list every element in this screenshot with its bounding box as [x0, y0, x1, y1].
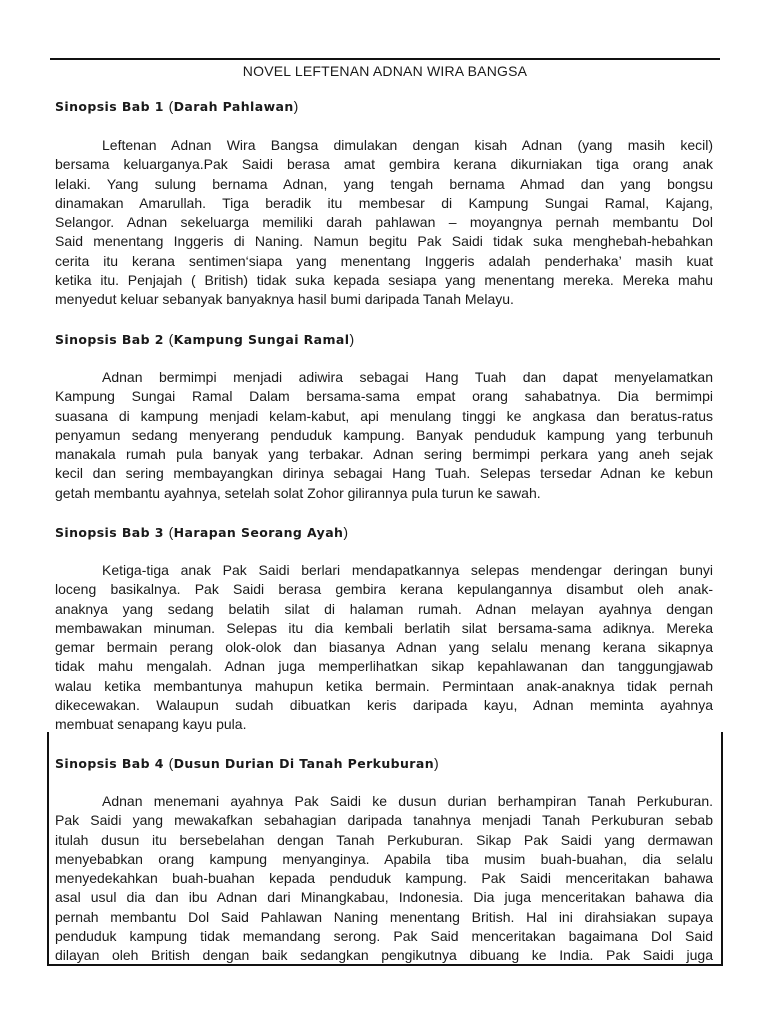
- body-line: getah membantu ayahnya, setelah solat Zohor gilirannya pula turun ke sawah.: [55, 484, 541, 501]
- body-line: penyamun sedang menyerang penduduk kampung. Banyak penduduk kampung yang terbunuh: [55, 426, 713, 443]
- body-line: pernah membantu Dol Said Pahlawan Naning menentang British. Hal ini dirahsiakan supaya: [55, 908, 713, 925]
- body-line: membuat senapang kayu pula.: [55, 716, 247, 733]
- body-line: membawakan minuman. Selepas itu dia kembali berlatih silat bersama-sama adiknya. Mereka: [55, 619, 713, 636]
- section-heading-bab-4: [55, 755, 439, 771]
- body-line: itulah dusun itu bersebelahan dengan Tanah Perkuburan. Sikap Pak Saidi yang dermawan: [55, 831, 713, 848]
- heading-open-paren: (: [168, 524, 174, 540]
- body-line: Kampung Sungai Ramal Dalam bersama-sama empat orang sahabatnya. Dia bermimpi: [55, 388, 713, 405]
- heading-open-paren: (: [168, 331, 174, 347]
- body-line: manakala rumah pula banyak yang terbakar. Adnan sering bermimpi perkara yang aneh sejak: [55, 446, 713, 463]
- body-line: penduduk kampung tidak memandang serong. Pak Said menceritakan bagaimana Dol Said: [55, 928, 713, 945]
- section-body-bab-1: [55, 136, 713, 310]
- section-body-bab-3: [55, 561, 713, 735]
- heading-close-paren: ): [343, 524, 349, 540]
- section-heading-bab-1: [55, 98, 299, 114]
- document-title: NOVEL LEFTENAN ADNAN WIRA BANGSA: [242, 63, 528, 79]
- body-line: Ketiga-tiga anak Pak Saidi berlari mendapatkannya selepas mendengar deringan bunyi: [102, 562, 713, 578]
- body-line: Pak Saidi yang mewakafkan sebahagian daripada tanahnya menjadi Tanah Perkuburan sebab: [55, 812, 713, 829]
- body-line: suasana di kampung menjadi kelam-kabut, api menulang tinggi ke angkasa dan beratus-ratus: [55, 407, 713, 424]
- body-line: tidak mahu mengalah. Adnan juga memperlihatkan sikap kepahlawanan dan tanggungjawab: [55, 658, 713, 675]
- heading-name: Kampung Sungai Ramal: [173, 332, 350, 347]
- heading-name: Dusun Durian Di Tanah Perkuburan: [173, 756, 435, 771]
- heading-name: Harapan Seorang Ayah: [173, 525, 344, 540]
- section-body-bab-4: [55, 792, 713, 966]
- body-line: loceng basikalnya. Pak Saidi berasa gembira kerana kepulangannya disambut oleh anak-: [55, 581, 713, 598]
- body-line: menyedut keluar sebanyak banyaknya hasil bumi daripada Tanah Melayu.: [55, 291, 514, 308]
- section-body-bab-2: [55, 368, 713, 503]
- body-line: Said menentang Inggeris di Naning. Namun begitu Pak Saidi tidak suka menghebah-hebahkan: [55, 233, 713, 250]
- body-line: gemar bermain perang olok-olok dan biasanya Adnan yang selalu menang kerana sikapnya: [55, 639, 713, 656]
- heading-prefix: Sinopsis Bab 2: [55, 332, 169, 347]
- heading-close-paren: ): [293, 98, 299, 114]
- body-line: dilayan oleh British dengan baik sedangkan pengikutnya dibuang ke India. Pak Saidi juga: [55, 947, 713, 964]
- top-rule: [50, 58, 720, 60]
- body-line: cerita itu kerana sentimen‘siapa yang menentang Inggeris adalah penderhaka’ masih kuat: [55, 252, 713, 269]
- heading-prefix: Sinopsis Bab 4: [55, 756, 169, 771]
- body-line: Adnan bermimpi menjadi adiwira sebagai Hang Tuah dan dapat menyelamatkan: [102, 369, 713, 385]
- body-line: anaknya yang sedang belatih silat di halaman rumah. Adnan melayan ayahnya dengan: [55, 600, 713, 617]
- body-line: dinamakan Amarullah. Tiga beradik itu membesar di Kampung Sungai Ramal, Kajang,: [55, 194, 713, 211]
- body-line: menyebabkan orang kampung menyanginya. Apabila tiba musim buah-buahan, dia selalu: [55, 850, 713, 867]
- section-heading-bab-3: [55, 524, 348, 540]
- body-line: lelaki. Yang sulung bernama Adnan, yang tengah bernama Ahmad dan yang bongsu: [55, 175, 713, 192]
- heading-prefix: Sinopsis Bab 3: [55, 525, 169, 540]
- heading-name: Darah Pahlawan: [173, 99, 294, 114]
- body-line: Selangor. Adnan sekeluarga memiliki darah pahlawan – moyangnya pernah membantu Dol: [55, 214, 713, 231]
- body-line: kecil dan sering membayangkan dirinya sebagai Hang Tuah. Selepas tersedar Adnan ke kebun: [55, 465, 713, 482]
- body-line: dikecewakan. Walaupun sudah dibuatkan keris daripada kayu, Adnan meminta ayahnya: [55, 697, 713, 714]
- body-line: Adnan menemani ayahnya Pak Saidi ke dusun durian berhampiran Tanah Perkuburan.: [102, 793, 713, 809]
- body-line: asal usul dia dan ibu Adnan dari Minangkabau, Indonesia. Dia juga menceritakan bahawa dia: [55, 889, 713, 906]
- body-line: Leftenan Adnan Wira Bangsa dimulakan dengan kisah Adnan (yang masih kecil): [102, 137, 713, 153]
- body-line: ketika itu. Penjajah ( British) tidak suka kepada sesiapa yang menentang mereka. Mereka mahu: [55, 272, 713, 289]
- heading-close-paren: ): [434, 755, 440, 771]
- heading-close-paren: ): [349, 331, 355, 347]
- heading-prefix: Sinopsis Bab 1: [55, 99, 169, 114]
- body-line: menyedekahkan buah-buahan kepada penduduk kampung. Pak Saidi menceritakan bahawa: [55, 870, 713, 887]
- heading-open-paren: (: [168, 755, 174, 771]
- body-line: bersama keluarganya.Pak Saidi berasa amat gembira kerana dikurniakan tiga orang anak: [55, 156, 713, 173]
- section-heading-bab-2: [55, 331, 355, 347]
- heading-open-paren: (: [168, 98, 174, 114]
- body-line: walau ketika membantunya mahupun ketika bermain. Permintaan anak-anaknya tidak pernah: [55, 677, 713, 694]
